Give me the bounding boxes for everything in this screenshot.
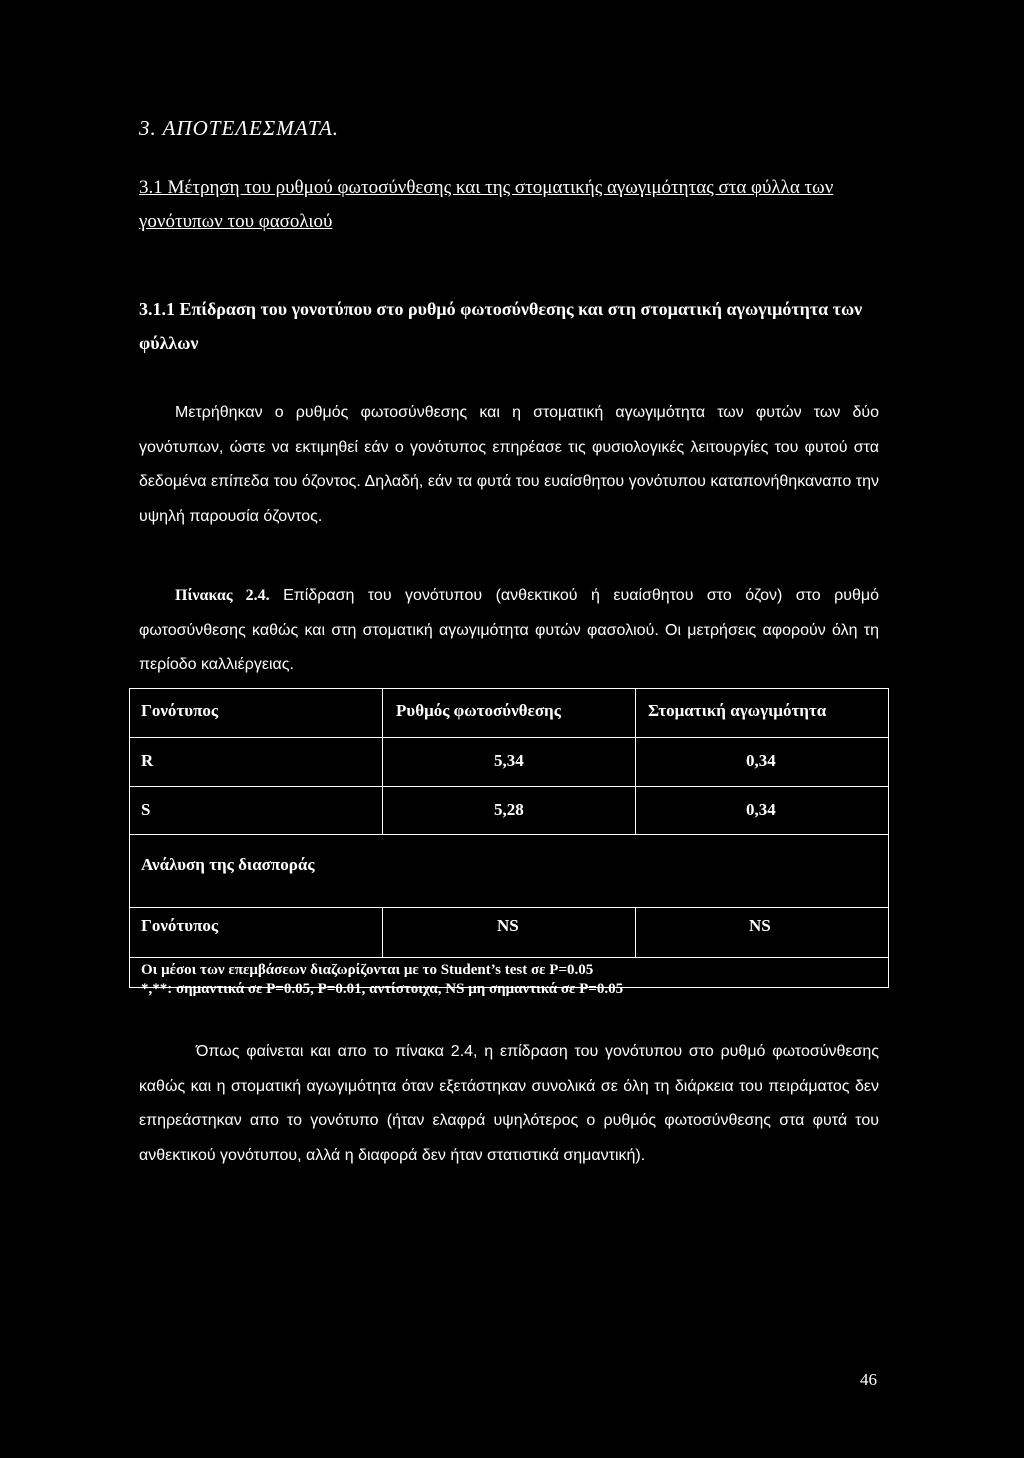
page-number: 46 xyxy=(860,1370,877,1389)
section-title: 3.1 Μέτρηση του ρυθμού φωτοσύνθεσης και της στοματικής αγωγιμότητας στα φύλλα των γονότυπων του φασολιού xyxy=(139,177,834,232)
intro-paragraph: Μετρήθηκαν ο ρυθμός φωτοσύνθεσης και η στοματική αγωγιμότητα των φυτών των δύο γονότυπων, ώστε να εκτιμηθεί εάν ο γονότυπος επηρέασε τις φυσιολογικές λειτουργίες του φυτού στα δεδομένα επίπεδα του όζοντος. Δηλαδή, εάν τα φυτά του ευαίσθητου γονότυπου καταπονήθηκαναπο την υψηλή παρουσία όζοντος. xyxy=(139,404,879,525)
table-caption xyxy=(139,579,879,683)
table-header-conductance: Στοματική αγωγιμότητα xyxy=(648,701,827,720)
subsection-title: 3.1.1 Επίδραση του γονοτύπου στο ρυθμό φωτοσύνθεσης και στη στοματική αγωγιμότητα των φύλλων xyxy=(139,299,863,353)
table-header-genotype: Γονότυπος xyxy=(141,701,219,720)
table-divider xyxy=(382,689,383,834)
table-cell: 0,34 xyxy=(746,800,776,819)
table-cell: NS xyxy=(749,916,771,935)
table-cell: R xyxy=(141,751,154,770)
table-header-photosynthesis: Ρυθμός φωτοσύνθεσης xyxy=(396,701,561,720)
table-footnote: Οι μέσοι των επεμβάσεων διαζωρίζονται με το Student’s test σε P=0.05 xyxy=(141,962,594,978)
table-cell: 5,28 xyxy=(494,800,524,819)
table-divider xyxy=(130,834,888,835)
table-cell: 5,34 xyxy=(494,751,524,770)
table-cell: 0,34 xyxy=(746,751,776,770)
table-divider xyxy=(635,689,636,834)
table-divider xyxy=(635,907,636,957)
conclusion-paragraph: Όπως φαίνεται και απο το πίνακα 2.4, η επίδραση του γονότυπου στο ρυθμό φωτοσύνθεσης καθώς και η στοματική αγωγιμότητα όταν εξετάστηκαν συνολικά σε όλη τη διάρκεια του πειράματος δεν επηρεάστηκαν απο το γονότυπο (ήταν ελαφρά υψηλότερος ο ρυθμός φωτοσύνθεσης στα φυτά του ανθεκτικού γονότυπου, αλλά η διαφορά δεν ήταν στατιστικά σημαντική). xyxy=(139,1043,879,1164)
table-cell: NS xyxy=(497,916,519,935)
table-divider xyxy=(130,786,888,787)
table-caption-label: Πίνακας 2.4. xyxy=(175,587,270,604)
chapter-heading: 3. ΑΠΟΤΕΛΕΣΜΑΤΑ. xyxy=(139,116,340,140)
table-caption-text: Επίδραση του γονότυπου (ανθεκτικού ή ευαίσθητου στο όζον) στο ρυθμό φωτοσύνθεσης καθώς και στη στοματική αγωγιμότητα φυτών φασολιού. Οι μετρήσεις αφορούν όλη τη περίοδο καλλιέργειας. xyxy=(139,587,879,673)
table-footnote: *,**: σημαντικά σε P=0.05, P=0.01, αντίστοιχα, NS μη σημαντικά σε P=0.05 xyxy=(141,981,624,997)
results-table xyxy=(129,688,889,997)
anova-label: Ανάλυση της διασποράς xyxy=(141,855,315,874)
table-divider xyxy=(382,907,383,957)
table-divider xyxy=(130,907,888,908)
table-divider xyxy=(130,737,888,738)
table-cell: S xyxy=(141,800,151,819)
table-divider xyxy=(130,957,888,958)
table-cell: Γονότυπος xyxy=(141,916,219,935)
